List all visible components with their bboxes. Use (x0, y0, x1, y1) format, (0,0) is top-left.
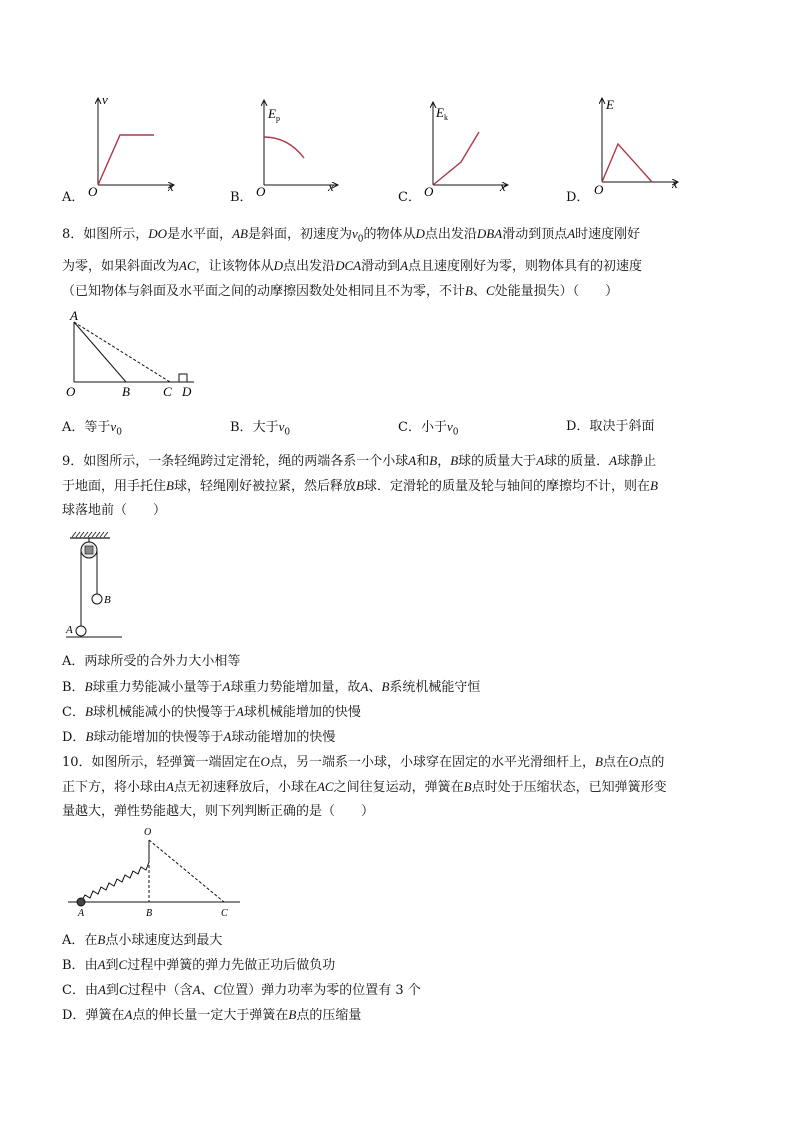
var: B (288, 1007, 297, 1022)
text: 滑动到顶点 (502, 227, 568, 242)
q10-option-d[interactable] (62, 1006, 361, 1025)
text: 点的伸长量一定大于弹簧在 (132, 1008, 289, 1023)
var: v (110, 419, 117, 434)
text: 的物体从 (363, 227, 416, 242)
text: 球动能增加的快慢 (231, 730, 336, 745)
q9-stem-line-1 (62, 452, 742, 471)
var: B (84, 704, 93, 719)
text: 点小球速度达到最大 (105, 933, 223, 948)
q9-option-b[interactable] (62, 678, 480, 697)
option-text: 取决于斜面 (589, 419, 655, 434)
text: 弹簧在 (85, 1008, 125, 1023)
point-c-label: C (163, 384, 172, 399)
text: 球，轻绳刚好被拉紧，然后释放 (173, 479, 356, 494)
option-letter: B． (230, 420, 253, 435)
point-o-label: O (66, 384, 76, 399)
graph-e-x (566, 90, 696, 205)
point-b-label: B (122, 384, 130, 399)
point-d-label: D (182, 384, 192, 399)
q8-option-b[interactable] (230, 418, 290, 442)
option-letter: D． (566, 419, 590, 434)
text: 由 (84, 983, 98, 998)
q8-option-c[interactable] (398, 418, 458, 442)
var: A (567, 226, 576, 241)
var: B (463, 779, 472, 794)
var: A (97, 957, 106, 972)
x-axis-label: x (500, 179, 506, 194)
text: 处能量损失）（ ） (494, 284, 619, 299)
var: AC (316, 779, 334, 794)
var: A (360, 679, 369, 694)
option-text: 小于 (420, 420, 447, 435)
ball-a-label: A (66, 624, 73, 636)
var: v (278, 419, 285, 434)
text: 于地面，用手托住 (62, 479, 167, 494)
text: 和 (416, 454, 430, 469)
text: 、 (200, 983, 214, 998)
text: 是水平面， (167, 227, 233, 242)
y-axis-label: E (436, 105, 444, 120)
text: 点时处于压缩状态，已知弹簧形变 (471, 780, 667, 795)
graph-v-x (62, 90, 192, 205)
q8-option-a[interactable] (62, 418, 122, 442)
graph-ep-x (230, 90, 360, 205)
text: 到 (105, 958, 119, 973)
var: D (415, 226, 425, 241)
var: DCA (335, 258, 362, 273)
q9-stem-line-3 (62, 502, 742, 520)
text: 点且速度刚好为零，则物体具有的初速度 (408, 259, 643, 274)
option-letter: D． (62, 1008, 86, 1023)
text: ，让该物体从 (195, 259, 274, 274)
text: 在 (84, 933, 98, 948)
text: 点，另一端系一小球，小球穿在固定的水平光滑细杆上， (269, 755, 595, 770)
q10-option-c[interactable] (62, 981, 421, 1000)
var: A (536, 453, 545, 468)
var: C (485, 283, 495, 298)
option-letter: A． (62, 420, 85, 435)
var: B (594, 754, 603, 769)
origin-label: O (424, 184, 434, 199)
q7-graph-c (398, 90, 528, 205)
text: 8．如图所示， (62, 227, 149, 242)
text: 球重力势能增加量，故 (230, 680, 361, 695)
y-axis-subscript: p (276, 114, 280, 123)
q8-figure-incline (60, 308, 210, 403)
option-text: 等于 (84, 420, 111, 435)
option-letter: A． (62, 933, 85, 948)
var: C (118, 982, 128, 997)
subscript: 0 (284, 427, 291, 438)
var: A (222, 679, 231, 694)
q8-stem-line-1 (62, 225, 742, 249)
text: 正下方，将小球由 (62, 780, 167, 795)
var: v (351, 226, 358, 241)
point-c-label: C (221, 908, 228, 919)
subscript: 0 (452, 427, 459, 438)
text: ， (437, 454, 451, 469)
subscript: 0 (116, 427, 122, 438)
q7-graph-d (566, 90, 696, 205)
q10-stem-line-1 (62, 753, 742, 772)
text: 9．如图所示，一条轻绳跨过定滑轮，绳的两端各系一个小球 (62, 454, 409, 469)
text: 是斜面，初速度为 (247, 227, 352, 242)
text: 球的质量大于 (458, 454, 537, 469)
text: 球．定滑轮的质量及轮与轴间的摩擦均不计，则在 (363, 479, 650, 494)
var: A (192, 982, 201, 997)
q10-figure-spring (64, 826, 254, 920)
text: 为零，如果斜面改为 (62, 259, 180, 274)
var: DO (148, 226, 168, 241)
text: 位置）弹力功率为零的位置有 3 个 (222, 983, 421, 998)
var: A (609, 453, 618, 468)
var: B (355, 478, 364, 493)
text: 点的压缩量 (296, 1008, 362, 1023)
q8-stem-line-2 (62, 257, 742, 276)
text: 球的质量． (544, 454, 610, 469)
text: 由 (84, 958, 98, 973)
point-o-label: O (144, 827, 152, 838)
text: 时速度刚好 (575, 227, 641, 242)
var: A (408, 453, 417, 468)
q9-figure-pulley (60, 530, 130, 642)
var: A (124, 1007, 133, 1022)
text: 、 (472, 284, 486, 299)
text: 点无初速释放后，小球在 (173, 780, 317, 795)
origin-label: O (256, 184, 266, 199)
option-text: 大于 (252, 420, 279, 435)
q8-stem-line-3 (62, 282, 742, 301)
y-axis-label: E (606, 97, 614, 112)
var: v (446, 419, 453, 434)
text: 、 (368, 680, 382, 695)
var: O (260, 754, 270, 769)
q7-graph-b (230, 90, 360, 205)
q10-stem-line-3 (62, 803, 742, 821)
q9-option-a[interactable] (62, 653, 240, 671)
option-letter: C． (62, 705, 85, 720)
option-letter: B． (62, 680, 85, 695)
var: B (450, 453, 459, 468)
var: C (118, 957, 128, 972)
var: B (429, 453, 438, 468)
option-text: 两球所受的合外力大小相等 (84, 654, 241, 669)
ball-b-label: B (104, 594, 111, 606)
q9-stem-line-2 (62, 477, 742, 496)
var: C (213, 982, 223, 997)
option-letter: B． (62, 958, 85, 973)
y-axis-label: E (268, 106, 276, 121)
text: 点出发沿 (424, 227, 477, 242)
var: A (400, 258, 409, 273)
y-axis-label: v (102, 92, 108, 107)
text: 系统机械能守恒 (389, 680, 481, 695)
text: 球重力势能减小量等于 (92, 680, 223, 695)
text: 过程中（含 (127, 983, 193, 998)
q10-option-b[interactable] (62, 956, 335, 975)
var: A (166, 779, 174, 794)
q10-option-a[interactable] (62, 931, 222, 950)
text: 过程中弹簧的弹力先做正功后做负功 (127, 958, 336, 973)
option-letter: C． (398, 420, 421, 435)
point-b-label: B (146, 908, 153, 919)
option-letter: D． (566, 190, 590, 205)
var: A (97, 982, 106, 997)
y-axis-subscript: k (444, 113, 448, 122)
var: B (97, 932, 106, 947)
var: B (85, 729, 94, 744)
var: A (235, 704, 244, 719)
text: 点在 (602, 755, 629, 770)
var: AC (179, 258, 196, 273)
q10-stem-line-2 (62, 778, 742, 797)
text: 球机械能增加的快慢 (243, 705, 361, 720)
origin-label: O (88, 184, 98, 199)
var: DBA (476, 226, 503, 241)
text: 球动能增加的快慢等于 (93, 730, 224, 745)
text: 球落地前（ ） (62, 503, 167, 518)
option-letter: B． (230, 190, 253, 205)
point-a-label: A (70, 308, 78, 323)
graph-ek-x (398, 90, 528, 205)
text: 到 (105, 983, 119, 998)
text: （已知物体与斜面及水平面之间的动摩擦因数处处相同且不为零，不计 (62, 284, 466, 299)
var: D (273, 258, 284, 273)
option-letter: C． (62, 983, 85, 998)
x-axis-label: x (672, 176, 678, 191)
var: B (649, 478, 658, 493)
var: B (381, 679, 390, 694)
text: 点的 (638, 755, 665, 770)
q8-option-d[interactable] (566, 418, 654, 436)
text: 量越大，弹性势能越大，则下列判断正确的是（ ） (62, 804, 375, 819)
q9-option-c[interactable] (62, 703, 361, 722)
text: 球机械能减小的快慢等于 (92, 705, 236, 720)
point-a-label: A (78, 908, 85, 919)
option-letter: C． (398, 190, 421, 205)
text: 球静止 (617, 454, 657, 469)
option-letter: A． (62, 654, 85, 669)
q9-option-d[interactable] (62, 728, 335, 747)
origin-label: O (594, 182, 604, 197)
text: 之间往复运动，弹簧在 (333, 780, 464, 795)
x-axis-label: x (168, 179, 174, 194)
text: 10．如图所示，轻弹簧一端固定在 (62, 755, 261, 770)
subscript: 0 (357, 234, 364, 245)
x-axis-label: x (328, 179, 334, 194)
var: A (223, 729, 232, 744)
option-letter: D． (62, 730, 86, 745)
var: B (166, 478, 174, 493)
text: 滑动到 (361, 259, 401, 274)
var: O (628, 754, 639, 769)
var: B (84, 679, 93, 694)
text: 点出发沿 (283, 259, 336, 274)
var: AB (232, 226, 248, 241)
option-letter: A． (62, 190, 85, 205)
q7-graph-a (62, 90, 192, 205)
var: B (465, 283, 473, 298)
